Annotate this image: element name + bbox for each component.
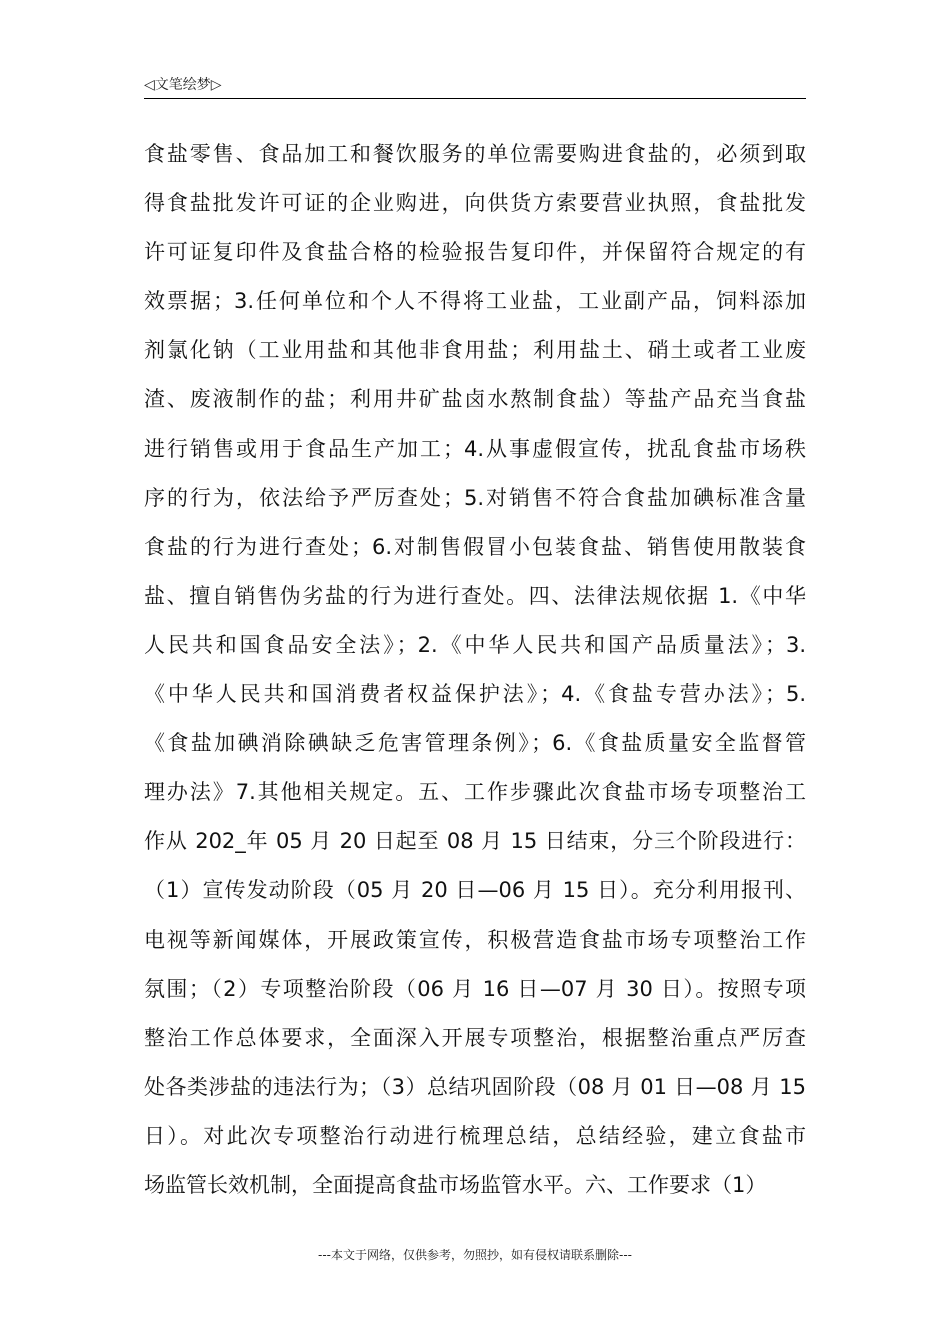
body-line: 效票据；3.任何单位和个人不得将工业盐，工业副产品，饲料添加 xyxy=(144,289,806,314)
document-body xyxy=(144,130,806,1210)
body-line: 序的行为，依法给予严厉查处；5.对销售不符合食盐加碘标准含量 xyxy=(144,485,806,510)
body-line: 渣、废液制作的盐；利用井矿盐卤水熬制食盐）等盐产品充当食盐 xyxy=(144,387,806,412)
page-footer: ---本文于网络，仅供参考，勿照抄，如有侵权请联系删除--- xyxy=(318,1248,632,1262)
body-line: 整治工作总体要求，全面深入开展专项整治，根据整治重点严厉查 xyxy=(144,1025,806,1050)
body-line: 许可证复印件及食盐合格的检验报告复印件，并保留符合规定的有 xyxy=(144,240,806,265)
body-line: 理办法》7.其他相关规定。五、工作步骤此次食盐市场专项整治工 xyxy=(144,780,806,805)
body-line: 人民共和国食品安全法》；2.《中华人民共和国产品质量法》；3. xyxy=(144,632,806,657)
body-line: 《中华人民共和国消费者权益保护法》；4.《食盐专营办法》；5. xyxy=(144,682,806,707)
body-line: 《食盐加碘消除碘缺乏危害管理条例》；6.《食盐质量安全监督管 xyxy=(144,731,806,756)
page-header xyxy=(144,74,806,99)
body-line: 电视等新闻媒体，开展政策宣传，积极营造食盐市场专项整治工作 xyxy=(144,927,806,952)
body-line: 得食盐批发许可证的企业购进，向供货方索要营业执照，食盐批发 xyxy=(144,191,806,216)
body-line: 氛围；（2）专项整治阶段（06 月 16 日—07 月 30 日）。按照专项 xyxy=(144,976,806,1001)
body-line: 作从 202_年 05 月 20 日起至 08 月 15 日结束，分三个阶段进行： xyxy=(144,829,806,854)
body-line: 进行销售或用于食品生产加工；4.从事虚假宣传，扰乱食盐市场秩 xyxy=(144,436,806,461)
body-line: 剂氯化钠（工业用盐和其他非食用盐；利用盐土、硝土或者工业废 xyxy=(144,338,806,363)
body-line: 处各类涉盐的违法行为；（3）总结巩固阶段（08 月 01 日—08 月 15 xyxy=(144,1074,806,1099)
body-line: （1）宣传发动阶段（05 月 20 日—06 月 15 日）。充分利用报刊、 xyxy=(144,878,806,903)
header-title: ◁文笔绘梦▷ xyxy=(144,77,222,93)
body-line: 食盐的行为进行查处；6.对制售假冒小包装食盐、销售使用散装食 xyxy=(144,534,806,559)
body-line: 日）。对此次专项整治行动进行梳理总结，总结经验，建立食盐市 xyxy=(144,1123,806,1148)
body-line: 食盐零售、食品加工和餐饮服务的单位需要购进食盐的，必须到取 xyxy=(144,142,806,166)
body-line: 场监管长效机制，全面提高食盐市场监管水平。六、工作要求（1） xyxy=(144,1172,767,1197)
body-line: 盐、擅自销售伪劣盐的行为进行查处。四、法律法规依据 1.《中华 xyxy=(144,583,806,608)
